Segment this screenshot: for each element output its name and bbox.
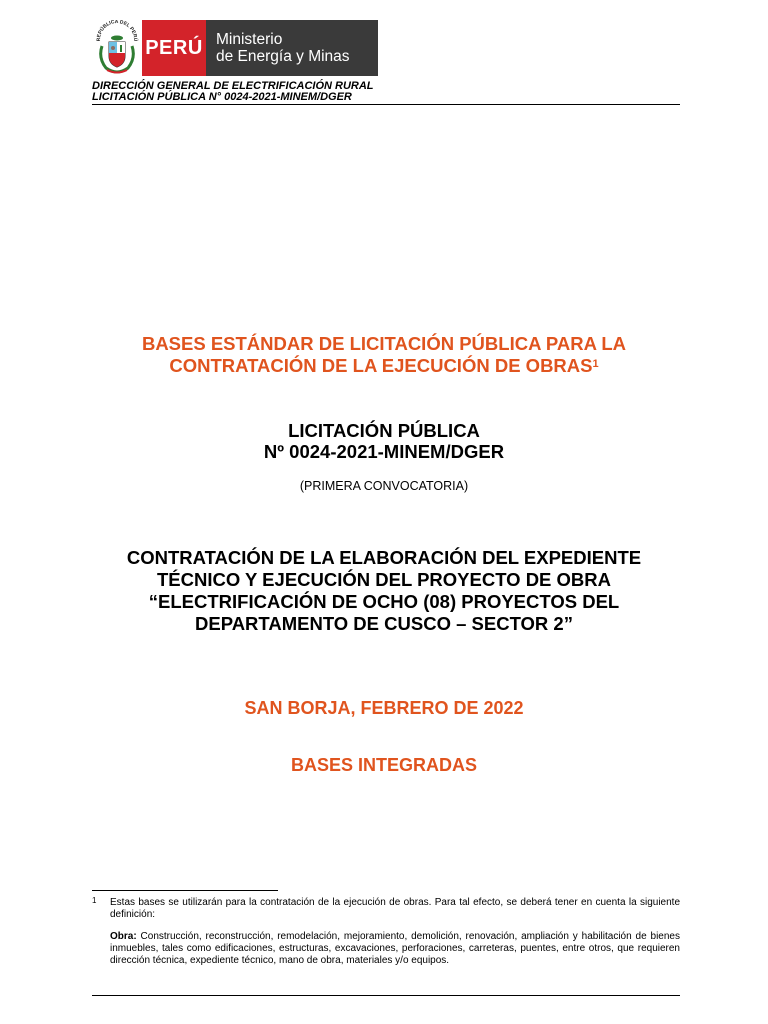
convocatoria: (PRIMERA CONVOCATORIA) (299, 479, 469, 493)
footnote-obra-definition (110, 931, 680, 967)
title-line-2 (40, 355, 728, 377)
contract-object (40, 547, 728, 635)
ministry-line-2: de Energía y Minas (216, 48, 350, 65)
footnote-ref: 1 (592, 358, 599, 370)
object-line-4: DEPARTAMENTO DE CUSCO – SECTOR 2” (195, 613, 573, 634)
place-date: SAN BORJA, FEBRERO DE 2022 (244, 698, 524, 718)
obra-text: Construcción, reconstrucción, remodelación, mejoramiento, demolición, renovación, ampliación y habilitación de bienes inmuebles, tales como edificaciones, estructuras, excavaciones, perforaciones, carreteras, puentes, entre otros, que requieren dirección técnica, expediente técnico, mano de obra, materiales y/o equipos. (110, 931, 680, 966)
tender-line-2: Nº 0024-2021-MINEM/DGER (263, 441, 505, 462)
footnote-text: Estas bases se utilizarán para la contratación de la ejecución de obras. Para tal efecto, se deberá tener en cuenta la siguiente definición: (110, 897, 680, 920)
title-line-2-text: CONTRATACIÓN DE LA EJECUCIÓN DE OBRAS (169, 355, 593, 376)
document-title (40, 333, 728, 377)
obra-label: Obra: (110, 931, 137, 942)
object-line-2: TÉCNICO Y EJECUCIÓN DEL PROYECTO DE OBRA (156, 569, 612, 590)
footer-divider (92, 995, 680, 996)
peru-coat-of-arms-icon (92, 20, 142, 76)
minem-logo (92, 20, 378, 76)
seal-text: REPÚBLICA DEL PERÚ (95, 20, 139, 42)
footnote-divider (92, 890, 278, 891)
ministry-label (206, 20, 378, 76)
tender-line-1: LICITACIÓN PÚBLICA (288, 420, 480, 441)
object-line-3: “ELECTRIFICACIÓN DE OCHO (08) PROYECTOS DEL (148, 591, 620, 612)
object-line-1: CONTRATACIÓN DE LA ELABORACIÓN DEL EXPEDIENTE (126, 547, 642, 568)
tender-number (40, 420, 728, 462)
header-divider (92, 104, 680, 105)
bases-integradas-label: BASES INTEGRADAS (290, 755, 478, 775)
header-line-2: LICITACIÓN PÚBLICA N° 0024-2021-MINEM/DGER (92, 91, 352, 103)
peru-label: PERÚ (142, 20, 206, 76)
title-line-1: BASES ESTÁNDAR DE LICITACIÓN PÚBLICA PARA LA (141, 333, 627, 354)
header-line-1: DIRECCIÓN GENERAL DE ELECTRIFICACIÓN RURAL (92, 80, 374, 92)
ministry-line-1: Ministerio (216, 31, 283, 48)
footnote-mark: 1 (92, 896, 97, 905)
